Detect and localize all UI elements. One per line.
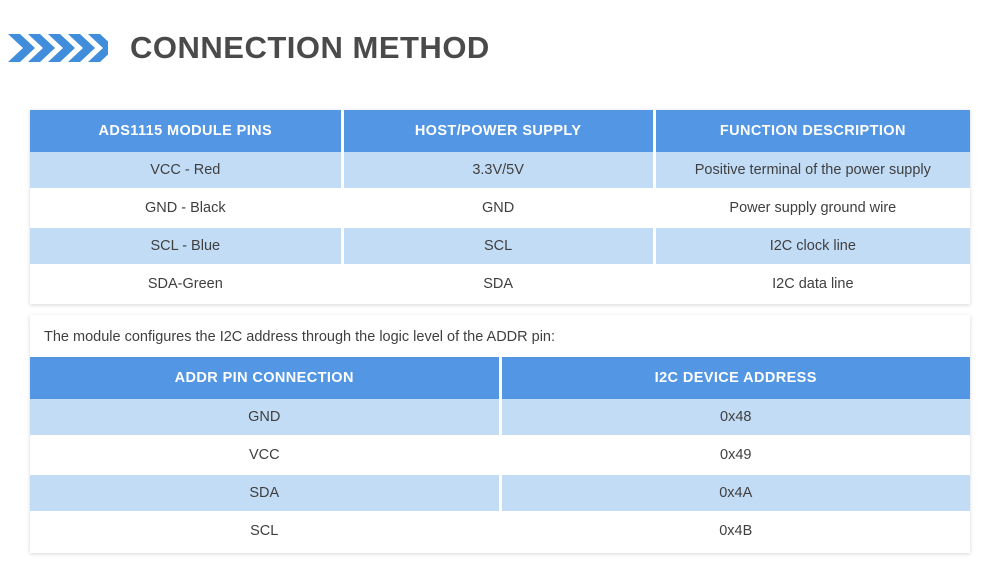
table-row (30, 152, 970, 189)
cell-module-pin: SDA-Green (30, 265, 342, 303)
cell-module-pin: SCL - Blue (30, 227, 342, 265)
cell-module-pin: GND - Black (30, 189, 342, 227)
cell-addr-pin: VCC (30, 436, 500, 474)
cell-device-address: 0x4A (500, 474, 970, 512)
address-note: The module configures the I2C address through the logic level of the ADDR pin: (30, 315, 970, 357)
cell-host-power: SCL (342, 227, 654, 265)
table-row (30, 512, 970, 550)
column-header-device-address: I2C DEVICE ADDRESS (500, 357, 970, 399)
column-header-function: FUNCTION DESCRIPTION (654, 110, 970, 152)
cell-device-address: 0x49 (500, 436, 970, 474)
table-row (30, 436, 970, 474)
cell-function: Positive terminal of the power supply (654, 152, 970, 189)
column-header-addr-pin: ADDR PIN CONNECTION (30, 357, 500, 399)
cell-addr-pin: SDA (30, 474, 500, 512)
cell-device-address: 0x48 (500, 399, 970, 436)
column-header-module-pins: ADS1115 MODULE PINS (30, 110, 342, 152)
address-table (30, 357, 970, 551)
slide-header (0, 18, 490, 78)
address-table-block (30, 315, 970, 553)
table-row (30, 265, 970, 303)
wiring-table (30, 110, 970, 304)
chevron-decoration-icon (8, 28, 108, 68)
cell-function: I2C clock line (654, 227, 970, 265)
cell-host-power: SDA (342, 265, 654, 303)
table-row (30, 189, 970, 227)
cell-addr-pin: GND (30, 399, 500, 436)
table-row (30, 399, 970, 436)
cell-module-pin: VCC - Red (30, 152, 342, 189)
wiring-table-block (30, 110, 970, 304)
cell-host-power: 3.3V/5V (342, 152, 654, 189)
cell-function: I2C data line (654, 265, 970, 303)
table-header-row (30, 357, 970, 399)
table-header-row (30, 110, 970, 152)
cell-function: Power supply ground wire (654, 189, 970, 227)
cell-host-power: GND (342, 189, 654, 227)
column-header-host-power: HOST/POWER SUPPLY (342, 110, 654, 152)
page-title: CONNECTION METHOD (130, 30, 490, 65)
table-row (30, 474, 970, 512)
table-row (30, 227, 970, 265)
cell-device-address: 0x4B (500, 512, 970, 550)
cell-addr-pin: SCL (30, 512, 500, 550)
